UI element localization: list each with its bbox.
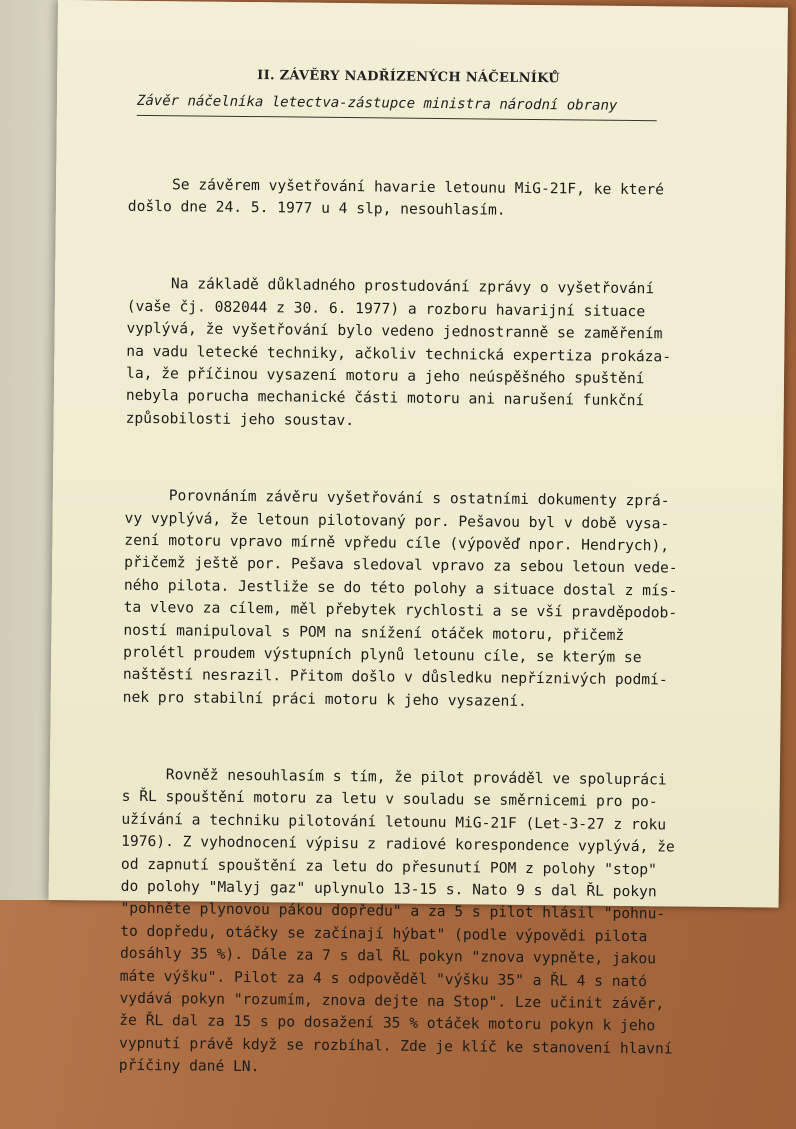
paragraph-2: Na základě důkladného prostudování zprávy o vyšetřování (vaše čj. 082044 z 30. 6. 1977) a rozboru havarijní situace vyplývá, že vyšetřování bylo vedeno jednostranně se zaměřením na vadu letecké techniky, ačkoliv technická expertiza prokáza- la, že příčinou vysazení motoru a jeho neúspěšného spuštění nebyla porucha mechanické části motoru ani narušení funkční způsobilosti jeho soustav. <box>125 275 672 429</box>
paragraph-1: Se závěrem vyšetřování havarie letounu MiG-21F, ke které došlo dne 24. 5. 1977 u 4 slp, nesouhlasím. <box>127 175 665 219</box>
section-subheading: Závěr náčelníka letectva-zástupce ministra národní obrany <box>137 93 657 121</box>
paragraph-3: Porovnáním závěru vyšetřování s ostatními dokumenty zprá- vy vyplývá, že letoun pilotovaný por. Pešavou byl v době vysa- zení motoru vpravo mírně vpředu cíle (výpověď npor. Hendrych), přičemž ještě por. Pešava sledoval vpravo za sebou letoun vede- ného pilota. Jestliže se do této polohy a situace dostal z mís- ta vlevo za cílem, měl přebytek rychlosti a se vší pravděpodob- ností manipuloval s POM na snížení otáček motoru, přičemž prolétl proudem výstupních plynů letounu cíle, se kterým se naštěstí nesrazil. Přitom došlo v důsledku nepříznivých podmí- nek pro stabilní práci motoru k jeho vysazení. <box>122 486 678 710</box>
section-heading: II. ZÁVĚRY NADŘÍZENÝCH NÁČELNÍKŮ <box>257 68 561 87</box>
document-sheet <box>49 0 788 1076</box>
paragraph-4: Rovněž nesouhlasím s tím, že pilot prováděl ve spolupráci s ŘL spouštění motoru za letu v souladu se směrnicemi pro po- užívání a techniku pilotování letounu MiG-21F (Let-3-27 z roku 1976). Z vyhodnocení výpisu z radiové korespondence vyplývá, že od zapnutí spouštění za letu do přesunutí POM z polohy "stop" do polohy "Malyj gaz" uplynulo 13-15 s. Nato 9 s dal ŘL pokyn "pohněte plynovou pákou dopředu" a za 5 s pilot hlásil "pohnu- to dopředu, otáčky se začínají hýbat" (podle výpovědi pilota dosáhly 35 %). Dále za 7 s dal ŘL pokyn "znova vypněte, jakou máte výšku". Pilot za 4 s odpověděl "výšku 35" a ŘL 4 s nató vydává pokyn "rozumím, znova dejte na Stop". Lze učinit závěr, že ŘL dal za 15 s po dosažení 35 % otáček motoru pokyn k jeho vypnutí právě když se rozbíhal. Zde je klíč ke stanovení hlavní příčiny dané LN. <box>118 765 675 1076</box>
document-body <box>118 129 768 1129</box>
